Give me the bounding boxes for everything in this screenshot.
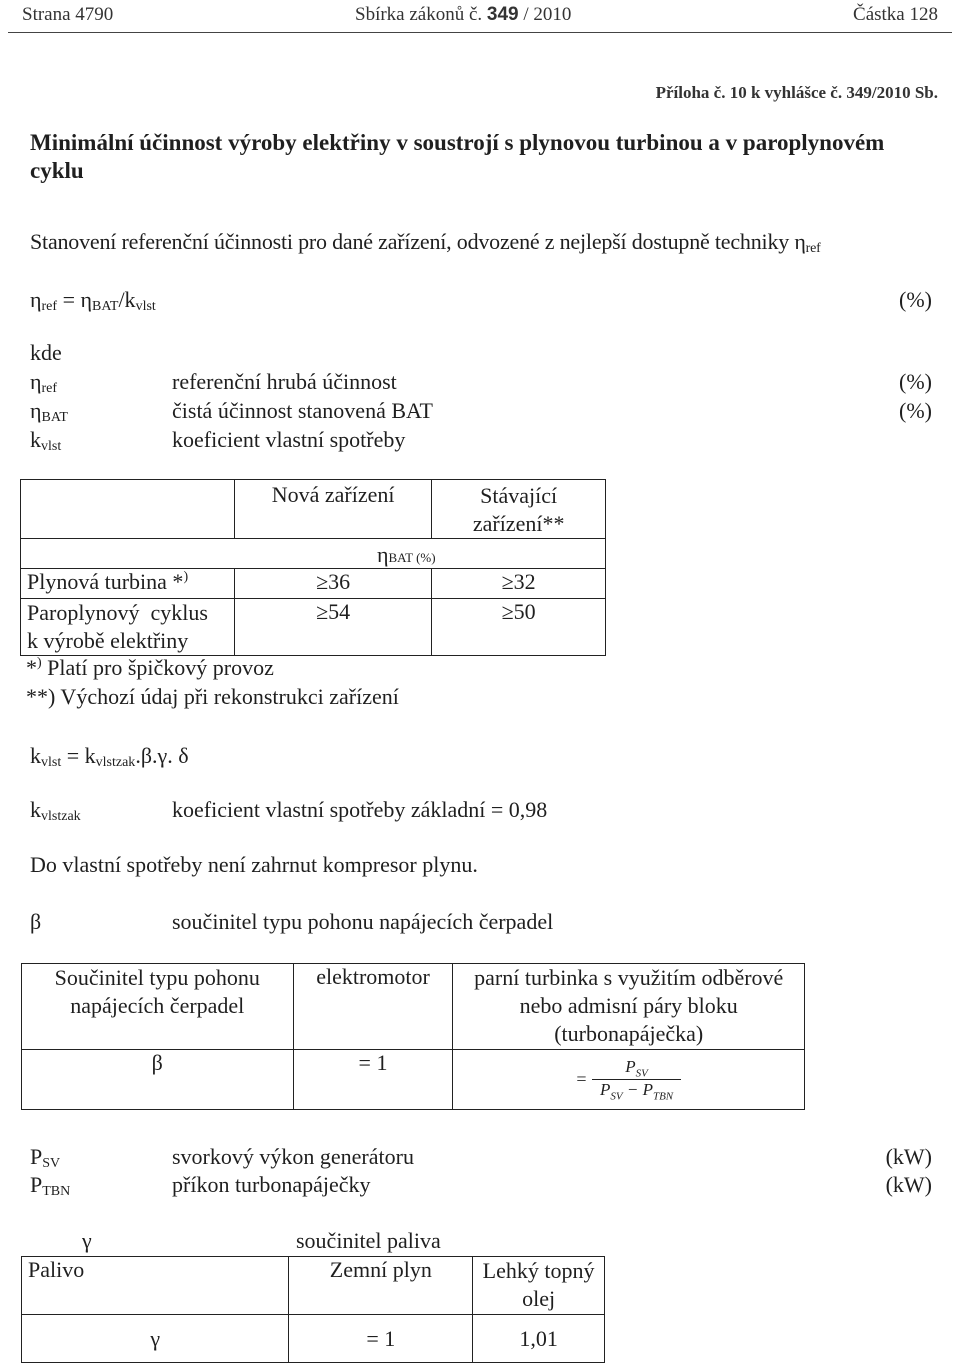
def-unit-p-sv: (kW) [885, 1144, 932, 1169]
compressor-note: Do vlastní spotřeby není zahrnut kompresor plynu. [30, 852, 478, 877]
table2-header-coefficient [22, 964, 294, 1050]
def-text-k-vlstzak: koeficient vlastní spotřeby základní = 0,98 [172, 797, 548, 822]
def-symbol-k-vlstzak [30, 797, 81, 825]
fraction-denominator [592, 1080, 681, 1102]
header-line1: parní turbinka s využitím odběrové [474, 965, 784, 990]
def-symbol-k-vlst [30, 427, 61, 455]
title-line-2: cyklu [30, 158, 84, 183]
page-number: Strana 4790 [22, 4, 114, 25]
table1-row-gas-turbine-label [21, 569, 235, 599]
gamma-title: součinitel paliva [296, 1228, 441, 1253]
def-subscript: BAT [41, 410, 68, 425]
beta-gamma-delta: .β.γ. δ [135, 743, 189, 768]
fraction [592, 1057, 681, 1103]
denominator-sub-a: SV [610, 1090, 623, 1103]
vlstzak-subscript: vlstzak [41, 809, 81, 824]
def-text-p-tbn: příkon turbonapáječky [172, 1172, 371, 1197]
note-text: Platí pro špičkový provoz [41, 655, 274, 680]
beta-symbol: β [30, 909, 42, 934]
table3-gamma-natural-gas: = 1 [289, 1315, 473, 1363]
def-symbol: P [30, 1144, 43, 1169]
fraction-equals: = [576, 1068, 587, 1089]
vlst-subscript: vlst [41, 755, 62, 770]
def-symbol-p-sv [30, 1144, 60, 1172]
numerator-p: P [625, 1056, 636, 1076]
vlst-subscript: vlst [135, 299, 156, 314]
def-text-eta-bat: čistá účinnost stanovená BAT [172, 398, 433, 423]
def-symbol: k [30, 427, 41, 452]
intro-text [30, 229, 821, 257]
table2-beta-fraction [453, 1050, 805, 1110]
def-unit-eta-bat: (%) [899, 398, 932, 423]
fraction-numerator [592, 1057, 681, 1080]
table2-header-turbine [453, 964, 805, 1050]
row-label-line1: Paroplynový cyklus [27, 600, 208, 625]
eta-bat-subscript: BAT (%) [388, 550, 436, 565]
header-existing-line1: Stávající [480, 483, 558, 508]
pump-drive-table [21, 963, 805, 1110]
def-symbol: η [30, 398, 42, 423]
def-text-eta-ref: referenční hrubá účinnost [172, 369, 397, 394]
table1-combined-cycle-new: ≥54 [234, 599, 431, 656]
header-line1: Součinitel typu pohonu [54, 965, 260, 990]
row-sup: ) [183, 569, 189, 585]
table1-gas-turbine-existing: ≥32 [432, 569, 606, 599]
denominator-sub-b: TBN [652, 1090, 674, 1103]
table1-header-new: Nová zařízení [234, 480, 431, 539]
def-unit-p-tbn: (kW) [885, 1172, 932, 1197]
def-subscript: TBN [42, 1184, 71, 1199]
def-text-p-sv: svorkový výkon generátoru [172, 1144, 414, 1169]
eta-symbol: η [30, 287, 42, 312]
part-number: Částka 128 [853, 4, 938, 25]
def-subscript: ref [41, 381, 58, 396]
table1-eta-bat-row [21, 539, 606, 569]
collection-prefix: Sbírka zákonů č. [355, 4, 483, 25]
kde-label: kde [30, 340, 62, 365]
def-symbol-eta-bat [30, 398, 68, 426]
vlstzak-subscript: vlstzak [95, 755, 136, 770]
table3-header-light-fuel-oil [473, 1257, 605, 1315]
def-subscript: SV [42, 1156, 61, 1171]
header-existing-line2: zařízení** [472, 511, 565, 536]
row-label: Plynová turbina * [27, 569, 184, 594]
bat-efficiency-table [20, 479, 606, 656]
k-symbol: k [30, 743, 41, 768]
header-line3: (turbonapáječka) [554, 1021, 704, 1046]
intro-main: Stanovení referenční účinnosti pro dané zařízení, odvozené z nejlepší dostupně techniky η [30, 229, 806, 254]
header-rule [8, 32, 952, 33]
def-symbol: P [30, 1172, 43, 1197]
row-label-line2: k výrobě elektřiny [27, 628, 189, 653]
table2-header-electromotor: elektromotor [293, 964, 453, 1050]
table3-header-fuel: Palivo [22, 1257, 289, 1315]
ref-subscript: ref [41, 299, 58, 314]
formula-eta-ref [30, 287, 156, 315]
note-reconstruction: **) Výchozí údaj při rekonstrukci zařízení [26, 684, 399, 709]
annex-label: Příloha č. 10 k vyhlášce č. 349/2010 Sb. [655, 83, 938, 102]
fuel-coefficient-table [21, 1256, 605, 1363]
equals-k: = k [61, 743, 96, 768]
beta-definition: součinitel typu pohonu napájecích čerpadel [172, 909, 554, 934]
header-line2: olej [522, 1286, 556, 1311]
k-symbol: k [30, 797, 41, 822]
bat-subscript: BAT [91, 299, 119, 314]
def-symbol: η [30, 369, 42, 394]
formula-k-vlst [30, 743, 189, 771]
note-peak-operation [26, 655, 274, 681]
eta-bat-symbol: η [377, 542, 389, 567]
denominator-p: P [599, 1080, 611, 1099]
table2-beta-electromotor: = 1 [293, 1050, 453, 1110]
collection-number: 349 [486, 4, 519, 25]
table1-header-existing [432, 480, 606, 539]
divide-k: /k [118, 287, 136, 312]
def-symbol-p-tbn [30, 1172, 70, 1200]
denominator-minus-p: − P [622, 1080, 653, 1099]
intro-subscript: ref [805, 241, 821, 256]
title-line-1: Minimální účinnost výroby elektřiny v soustrojí s plynovou turbinou a v paroplynovém [30, 130, 885, 155]
table1-combined-cycle-existing: ≥50 [432, 599, 606, 656]
def-subscript: vlst [41, 439, 62, 454]
def-unit-eta-ref: (%) [899, 369, 932, 394]
table3-gamma-label: γ [22, 1315, 289, 1363]
header-line2: nebo admisní páry bloku [519, 993, 738, 1018]
table3-gamma-light-fuel-oil: 1,01 [473, 1315, 605, 1363]
collection-year: / 2010 [523, 4, 572, 25]
header-line1: Lehký topný [482, 1258, 595, 1283]
equals-eta: = η [57, 287, 92, 312]
def-symbol-eta-ref [30, 369, 57, 397]
table3-header-natural-gas: Zemní plyn [289, 1257, 473, 1315]
table1-row-combined-cycle-label [21, 599, 235, 656]
gamma-symbol: γ [82, 1228, 92, 1253]
note-star: * [26, 655, 37, 680]
formula-unit: (%) [899, 287, 932, 312]
table1-corner-cell [21, 480, 235, 539]
header-line2: napájecích čerpadel [70, 993, 245, 1018]
note-sup: ) [37, 655, 42, 671]
table2-beta-label: β [22, 1050, 294, 1110]
numerator-sub: SV [635, 1067, 648, 1079]
collection-ref [355, 4, 571, 26]
table1-gas-turbine-new: ≥36 [234, 569, 431, 599]
def-text-k-vlst: koeficient vlastní spotřeby [172, 427, 406, 452]
